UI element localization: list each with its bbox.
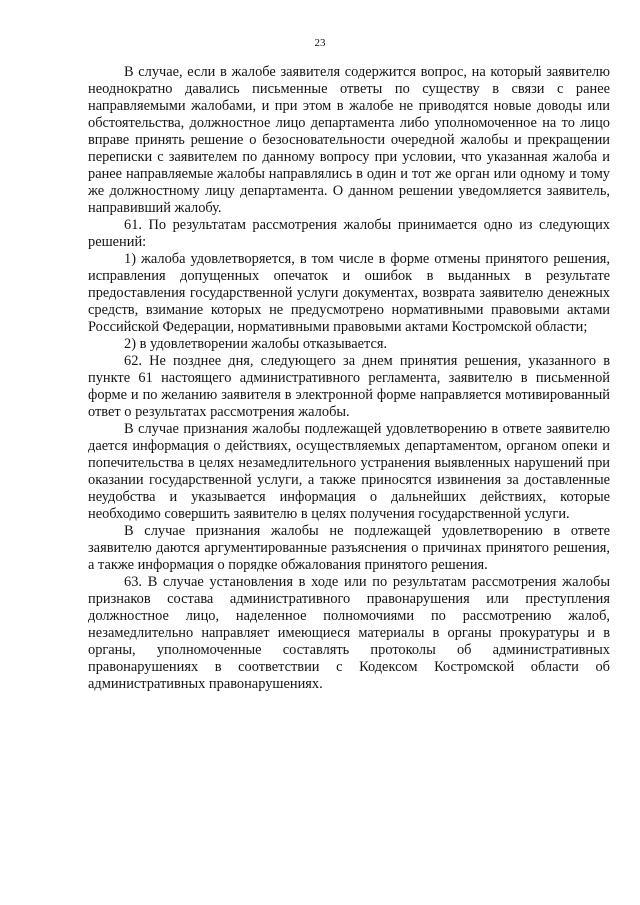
- paragraph-62-response: 62. Не позднее дня, следующего за днем принятия решения, указанного в пункте 61 настоящего административного регламента, заявителю в письменной форме и по желанию заявителя в электронной форме направляется мотивированный ответ о результатах рассмотрения жалобы.: [88, 353, 610, 420]
- paragraph-61-item-1: 1) жалоба удовлетворяется, в том числе в форме отмены принятого решения, исправления допущенных опечаток и ошибок в выданных в результате предоставления государственной услуги документах, возврата заявителю денежных средств, взимание которых не предусмотрено нормативными правовыми актами Российской Федерации, нормативными правовыми актами Костромской области;: [88, 251, 610, 335]
- document-body: [88, 64, 610, 693]
- paragraph-repeat-complaints: В случае, если в жалобе заявителя содержится вопрос, на который заявителю неоднократно давались письменные ответы по существу в связи с ранее направляемыми жалобами, и при этом в жалобе не приводятся новые доводы или обстоятельства, должностное лицо департамента либо уполномоченное на то лицо вправе принять решение о безосновательности очередной жалобы и прекращении переписки с заявителем по данному вопросу при условии, что указанная жалоба и ранее направляемые жалобы направлялись в один и тот же орган или одному и тому же должностному лицу департамента. О данном решении уведомляется заявитель, направивший жалобу.: [88, 64, 610, 216]
- paragraph-62-rejected: В случае признания жалобы не подлежащей удовлетворению в ответе заявителю даются аргументированные разъяснения о причинах принятого решения, а также информация о порядке обжалования принятого решения.: [88, 523, 610, 573]
- paragraph-61-item-2: 2) в удовлетворении жалобы отказывается.: [124, 336, 388, 352]
- paragraph-61-decisions: 61. По результатам рассмотрения жалобы принимается одно из следующих решений:: [88, 217, 610, 250]
- paragraph-62-satisfied: В случае признания жалобы подлежащей удовлетворению в ответе заявителю дается информация о действиях, осуществляемых департаментом, органом опеки и попечительства в целях незамедлительного устранения выявленных нарушений при оказании государственной услуги, а также приносятся извинения за доставленные неудобства и указывается информация о дальнейших действиях, которые необходимо совершить заявителю в целях получения государственной услуги.: [88, 421, 610, 522]
- paragraph-63-violations: 63. В случае установления в ходе или по результатам рассмотрения жалобы признаков состава административного правонарушения или преступления должностное лицо, наделенное полномочиями по рассмотрению жалоб, незамедлительно направляет имеющиеся материалы в органы прокуратуры и в органы, уполномоченные составлять протоколы об административных правонарушениях в соответствии с Кодексом Костромской области об административных правонарушениях.: [88, 574, 610, 692]
- page-number: 23: [314, 37, 326, 49]
